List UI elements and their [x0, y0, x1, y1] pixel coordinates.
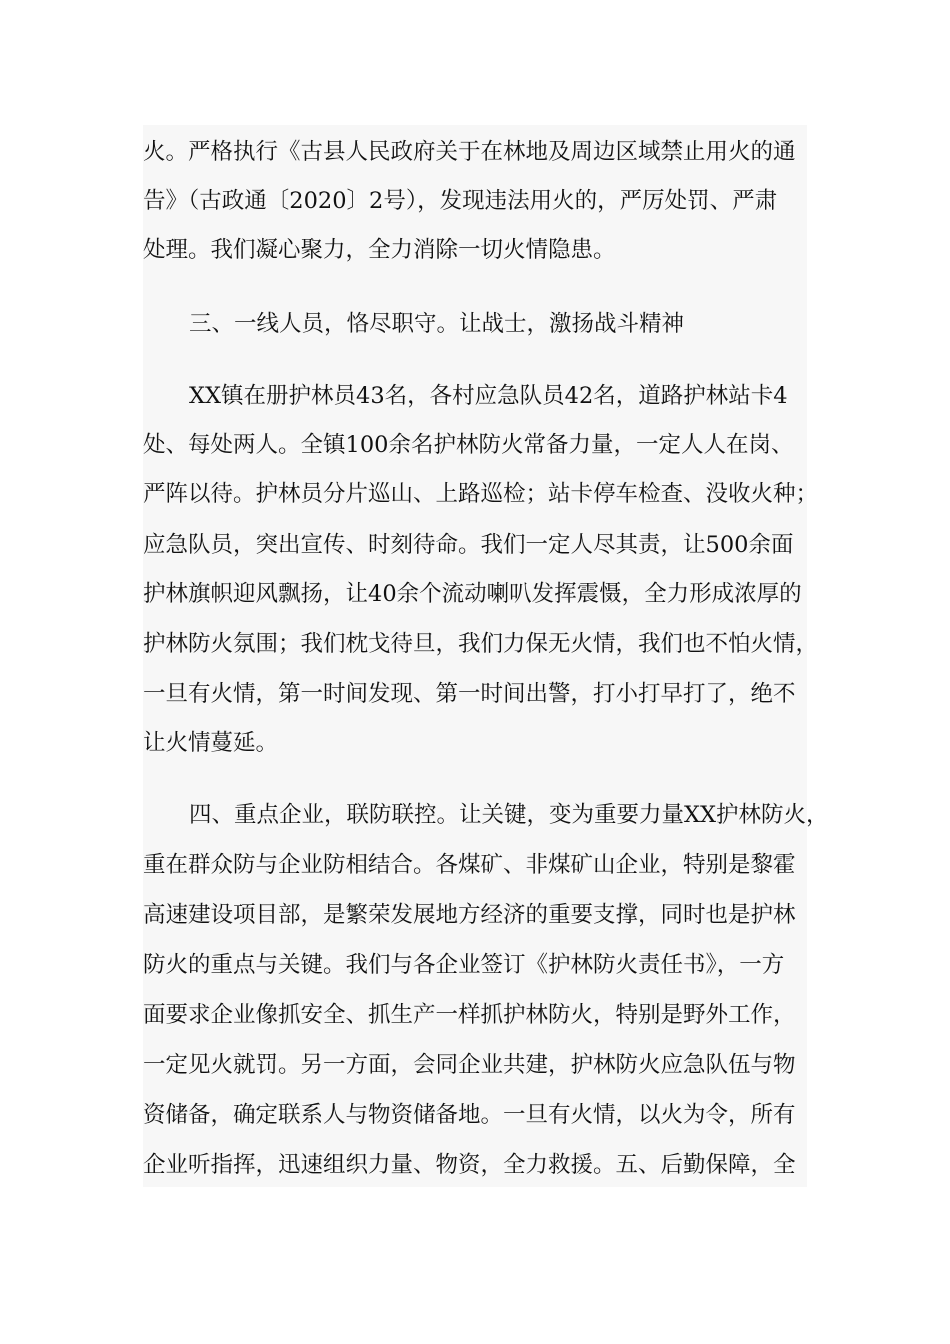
paragraph-line: 面要求企业像抓安全、抓生产一样抓护林防火，特别是野外工作， [143, 1002, 796, 1028]
paragraph-line: 护林防火氛围；我们枕戈待旦，我们力保无火情，我们也不怕火情， [143, 631, 819, 657]
paragraph-line: 防火的重点与关键。我们与各企业签订《护林防火责任书》，一方 [143, 952, 785, 978]
paragraph-line: 资储备，确定联系人与物资储备地。一旦有火情，以火为令，所有 [143, 1102, 796, 1128]
paragraph-line: XX镇在册护林员43名，各村应急队员42名，道路护林站卡4 [189, 383, 788, 409]
paragraph-line: 高速建设项目部，是繁荣发展地方经济的重要支撑，同时也是护林 [143, 902, 796, 928]
paragraph-line: 告》（古政通〔2020〕2号），发现违法用火的，严厉处罚、严肃 [143, 188, 778, 214]
paragraph-line: 火。严格执行《古县人民政府关于在林地及周边区域禁止用火的通 [143, 139, 796, 165]
paragraph-line: 护林旗帜迎风飘扬，让40余个流动喇叭发挥震慑，全力形成浓厚的 [143, 581, 802, 607]
paragraph-line: 处理。我们凝心聚力，全力消除一切火情隐患。 [143, 237, 616, 263]
paragraph-line: 四、重点企业，联防联控。让关键，变为重要力量XX护林防火， [189, 802, 829, 828]
paragraph-line: 应急队员，突出宣传、时刻待命。我们一定人尽其责，让500余面 [143, 532, 794, 558]
section-heading: 三、一线人员，恪尽职守。让战士，激扬战斗精神 [189, 311, 685, 337]
paragraph-line: 一定见火就罚。另一方面，会同企业共建，护林防火应急队伍与物 [143, 1052, 796, 1078]
paragraph-line: 一旦有火情，第一时间发现、第一时间出警，打小打早打了，绝不 [143, 681, 796, 707]
paragraph-line: 企业听指挥，迅速组织力量、物资，全力救援。五、后勤保障，全 [143, 1152, 796, 1178]
paragraph-line: 重在群众防与企业防相结合。各煤矿、非煤矿山企业，特别是黎霍 [143, 852, 796, 878]
paragraph-line: 严阵以待。护林员分片巡山、上路巡检；站卡停车检查、没收火种； [143, 481, 819, 507]
paragraph-line: 让火情蔓延。 [143, 730, 279, 756]
paragraph-line: 处、每处两人。全镇100余名护林防火常备力量，一定人人在岗、 [143, 432, 794, 458]
